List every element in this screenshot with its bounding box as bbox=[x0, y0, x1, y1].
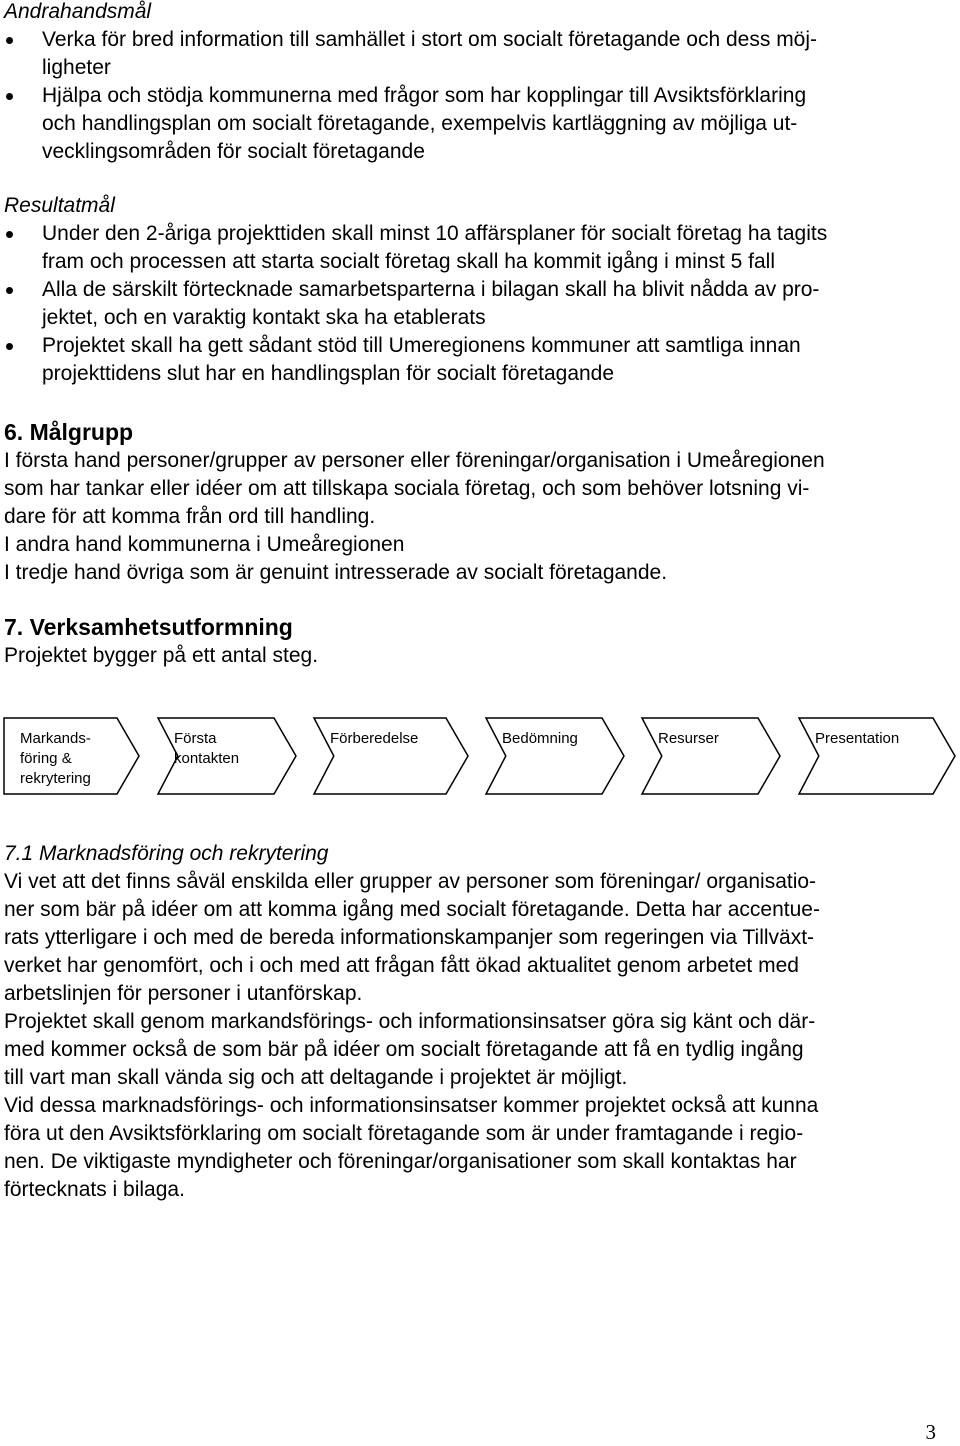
text-line: I andra hand kommunerna i Umeåregionen bbox=[4, 533, 405, 556]
text-line: Vid dessa marknadsförings- och informationsinsatser kommer projektet också att kunna bbox=[4, 1094, 819, 1117]
result-goals-section bbox=[4, 192, 944, 388]
bullet-line: Under den 2-åriga projekttiden skall minst 10 affärsplaner för socialt företag ha tagits bbox=[42, 222, 828, 245]
secondary-goals-list bbox=[4, 26, 944, 166]
page-number: 3 bbox=[925, 1420, 936, 1444]
process-step-label: Resurser bbox=[658, 730, 719, 747]
text-line: med kommer också de som bär på idéer om socialt företagande att få en tydlig ingång bbox=[4, 1038, 804, 1061]
bullet-line: Alla de särskilt förtecknade samarbetsparterna i bilagan skall ha blivit nådda av pro- bbox=[42, 278, 820, 301]
text-line: nen. De viktigaste myndigheter och föreningar/organisationer som skall kontaktas har bbox=[4, 1150, 797, 1173]
text-line: dare för att komma från ord till handling. bbox=[4, 505, 376, 528]
bullet-item bbox=[4, 220, 944, 276]
bullet-item bbox=[4, 276, 944, 332]
section-6-body bbox=[4, 447, 944, 587]
section-7-heading: 7. Verksamhetsutformning bbox=[4, 614, 293, 640]
bullet-item bbox=[4, 26, 944, 82]
bullet-line: Verka för bred information till samhället i stort om socialt företagande och dess möj- bbox=[42, 28, 818, 51]
process-diagram bbox=[0, 710, 960, 800]
bullet-line: Hjälpa och stödja kommunerna med frågor som har kopplingar till Avsiktsförklaring bbox=[42, 84, 807, 107]
section-7-1-heading: 7.1 Marknadsföring och rekrytering bbox=[4, 842, 329, 865]
result-goals-list bbox=[4, 220, 944, 388]
section-7-intro: Projektet bygger på ett antal steg. bbox=[4, 644, 319, 667]
text-line: föra ut den Avsiktsförklaring om socialt företagande som är under framtagande i regio- bbox=[4, 1122, 804, 1145]
bullet-item bbox=[4, 82, 944, 166]
bullet-item bbox=[4, 332, 944, 388]
process-step-label: kontakten bbox=[174, 750, 240, 767]
bullet-line: vecklingsområden för socialt företagande bbox=[42, 140, 425, 163]
section-6 bbox=[4, 417, 944, 587]
text-line: I tredje hand övriga som är genuint intresserade av socialt företagande. bbox=[4, 561, 668, 584]
secondary-goals-section bbox=[4, 0, 944, 166]
process-step-label: rekrytering bbox=[20, 770, 91, 787]
bullet-line: Projektet skall ha gett sådant stöd till Umeregionens kommuner att samtliga innan bbox=[42, 334, 801, 357]
result-goals-heading: Resultatmål bbox=[4, 194, 115, 217]
section-7-1 bbox=[4, 840, 944, 1204]
process-step-label: Förberedelse bbox=[330, 730, 419, 747]
text-line: förtecknats i bilaga. bbox=[4, 1178, 185, 1201]
section-7 bbox=[4, 612, 944, 670]
text-line: Projektet skall genom markandsförings- och informationsinsatser göra sig känt och där- bbox=[4, 1010, 816, 1033]
text-line: arbetslinjen för personer i utanförskap. bbox=[4, 982, 363, 1005]
process-step-label: Bedömning bbox=[502, 730, 578, 747]
secondary-goals-heading: Andrahandsmål bbox=[4, 0, 152, 23]
text-line: ner som bär på idéer om att komma igång med socialt företagande. Detta har accentue- bbox=[4, 898, 820, 921]
text-line: till vart man skall vända sig och att deltagande i projektet är möjligt. bbox=[4, 1066, 628, 1089]
process-step-label: Presentation bbox=[815, 730, 900, 747]
process-step-label: Markands- bbox=[20, 730, 91, 747]
text-line: rats ytterligare i och med de bereda informationskampanjer som regeringen via Tillväxt- bbox=[4, 926, 815, 949]
bullet-line: projekttidens slut har en handlingsplan för socialt företagande bbox=[42, 362, 615, 385]
text-line: I första hand personer/grupper av personer eller föreningar/organisation i Umeåregionen bbox=[4, 449, 825, 472]
section-7-1-body bbox=[4, 868, 944, 1204]
process-step-label: Första bbox=[174, 730, 217, 747]
section-6-heading: 6. Målgrupp bbox=[4, 419, 134, 445]
text-line: verket har genomfört, och i och med att frågan fått ökad aktualitet genom arbetet med bbox=[4, 954, 799, 977]
bullet-line: ligheter bbox=[42, 56, 111, 79]
bullet-line: och handlingsplan om socialt företagande, exempelvis kartläggning av möjliga ut- bbox=[42, 112, 798, 135]
bullet-line: fram och processen att starta socialt företag skall ha kommit igång i minst 5 fall bbox=[42, 250, 775, 273]
text-line: som har tankar eller idéer om att tillskapa sociala företag, och som behöver lotsning vi- bbox=[4, 477, 810, 500]
text-line: Vi vet att det finns såväl enskilda eller grupper av personer som föreningar/ organisatio- bbox=[4, 870, 817, 893]
bullet-line: jektet, och en varaktig kontakt ska ha etablerats bbox=[42, 306, 486, 329]
process-step-label: föring & bbox=[20, 750, 72, 767]
